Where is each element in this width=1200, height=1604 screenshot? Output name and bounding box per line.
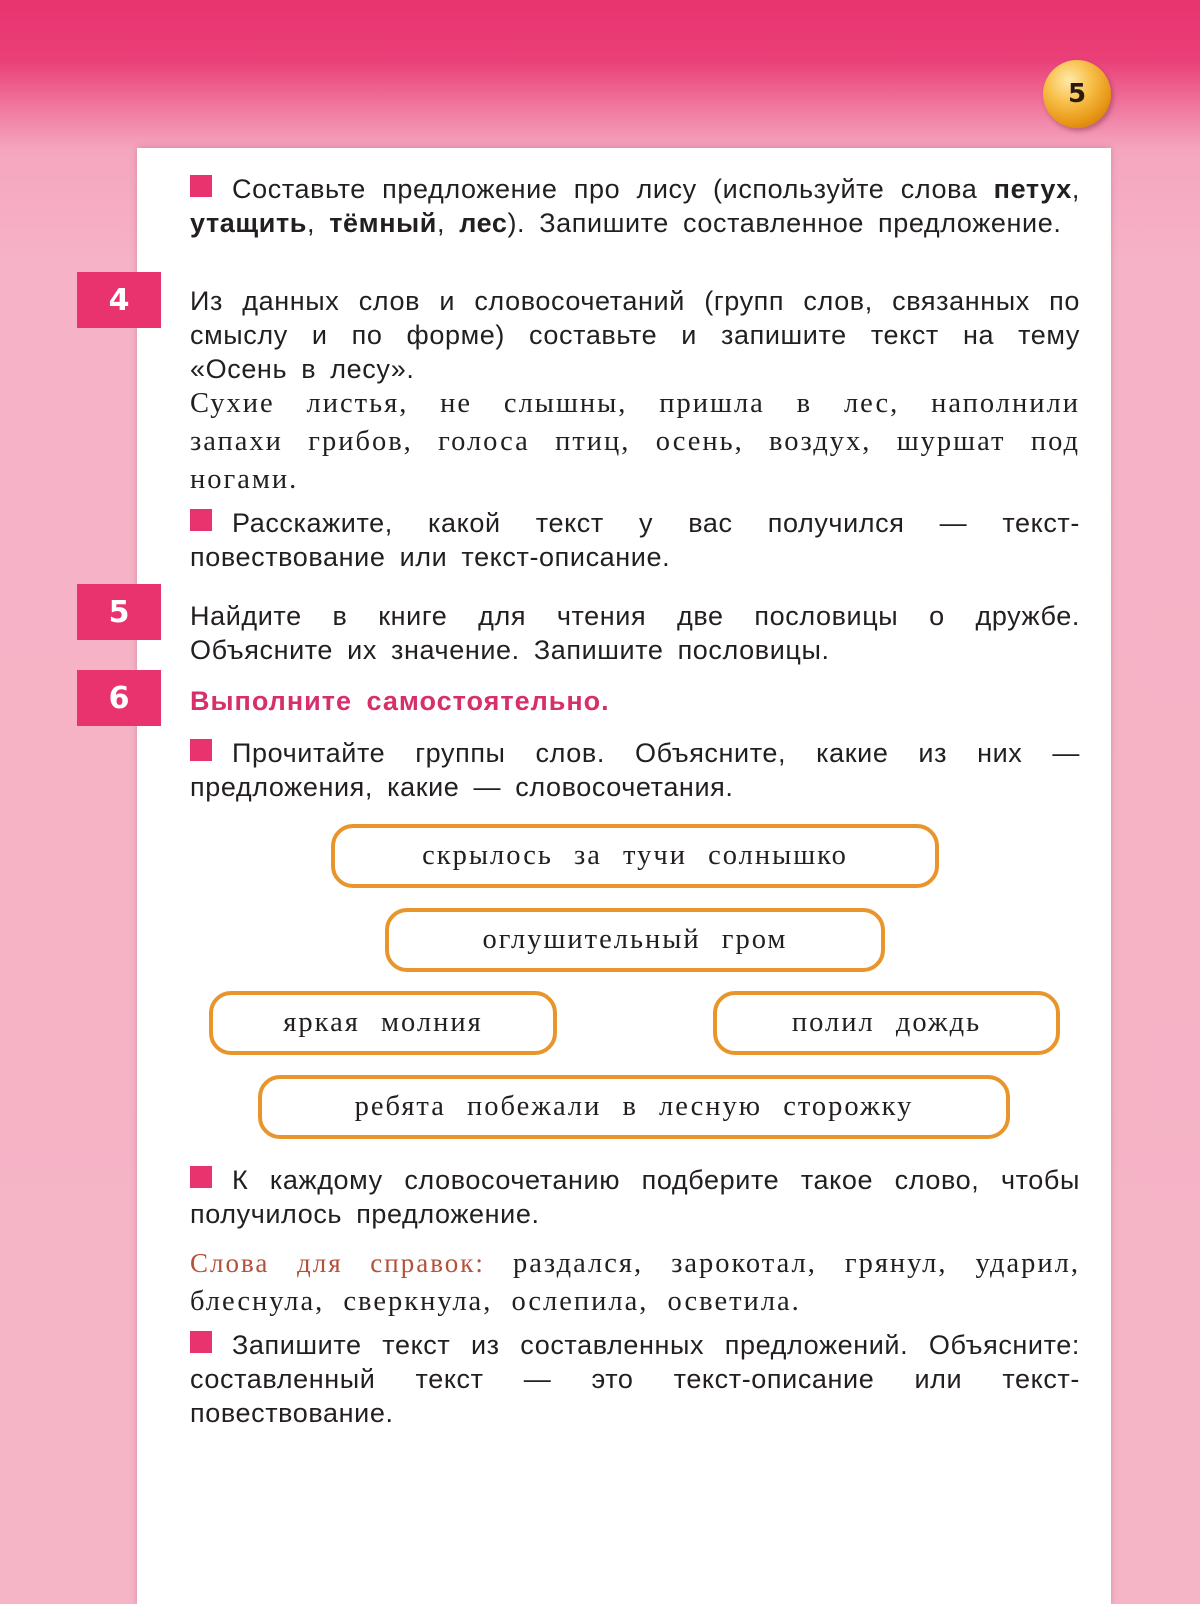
keyword-2: утащить: [190, 208, 307, 238]
word-group-4: полил дождь: [713, 991, 1060, 1055]
task6-subtask-3-text: Запишите текст из составленных предложений. Объясните: составленный текст — это текст-описание или текст-повествование.: [190, 1330, 1080, 1428]
task6-subtask-1-text: Прочитайте группы слов. Объясните, какие из них — предложения, какие — словосочетания.: [190, 738, 1080, 802]
comma: ,: [307, 208, 330, 238]
task4-subtask: [190, 506, 1080, 574]
task-number-4: 4: [77, 272, 161, 328]
keyword-4: лес: [459, 208, 508, 238]
task4-text: Из данных слов и словосочетаний (групп слов, связанных по смыслу и по форме) составьте и запишите текст на тему «Осень в лесу».: [190, 286, 1080, 384]
comma: ,: [1071, 174, 1080, 204]
task6-hint: [190, 1244, 1080, 1321]
hint-words: раздался, зарокотал, грянул, ударил, блеснула, сверкнула, ослепила, осветила.: [190, 1248, 1081, 1317]
task6-subtask-3: [190, 1328, 1080, 1430]
task4-words: Сухие листья, не слышны, пришла в лес, наполнили запахи грибов, голоса птиц, осень, воздух, шуршат под ногами.: [190, 388, 1080, 495]
p1-text-start: Составьте предложение про лису (используйте слова: [232, 174, 994, 204]
task5-text: Найдите в книге для чтения две пословицы о дружбе. Объясните их значение. Запишите пословицы.: [190, 601, 1080, 665]
bullet-square-icon: [190, 175, 212, 197]
task6-subtask-2-text: К каждому словосочетанию подберите такое слово, чтобы получилось предложение.: [190, 1165, 1080, 1229]
hint-label: Слова для справок:: [190, 1248, 485, 1278]
task4-subtask-text: Расскажите, какой текст у вас получился — текст-повествование или текст-описание.: [190, 508, 1080, 572]
keyword-3: тёмный: [329, 208, 437, 238]
word-group-2: оглушительный гром: [385, 908, 885, 972]
task6-subtask-1: [190, 736, 1080, 804]
task3-continuation: [190, 172, 1080, 240]
task6-heading: Выполните самостоятельно.: [190, 686, 610, 716]
bullet-square-icon: [190, 1166, 212, 1188]
word-group-1: скрылось за тучи солнышко: [331, 824, 939, 888]
comma: ,: [436, 208, 460, 238]
task-number-6: 6: [77, 670, 161, 726]
bullet-square-icon: [190, 739, 212, 761]
word-group-5: ребята побежали в лесную сторожку: [258, 1075, 1010, 1139]
bullet-square-icon: [190, 509, 212, 531]
word-group-3: яркая молния: [209, 991, 557, 1055]
keyword-1: петух: [993, 174, 1072, 204]
bullet-square-icon: [190, 1331, 212, 1353]
page-number-badge: 5: [1043, 60, 1111, 128]
task6-subtask-2: [190, 1163, 1080, 1231]
p1-text-end: ). Запишите составленное предложение.: [507, 208, 1062, 238]
task-number-5: 5: [77, 584, 161, 640]
